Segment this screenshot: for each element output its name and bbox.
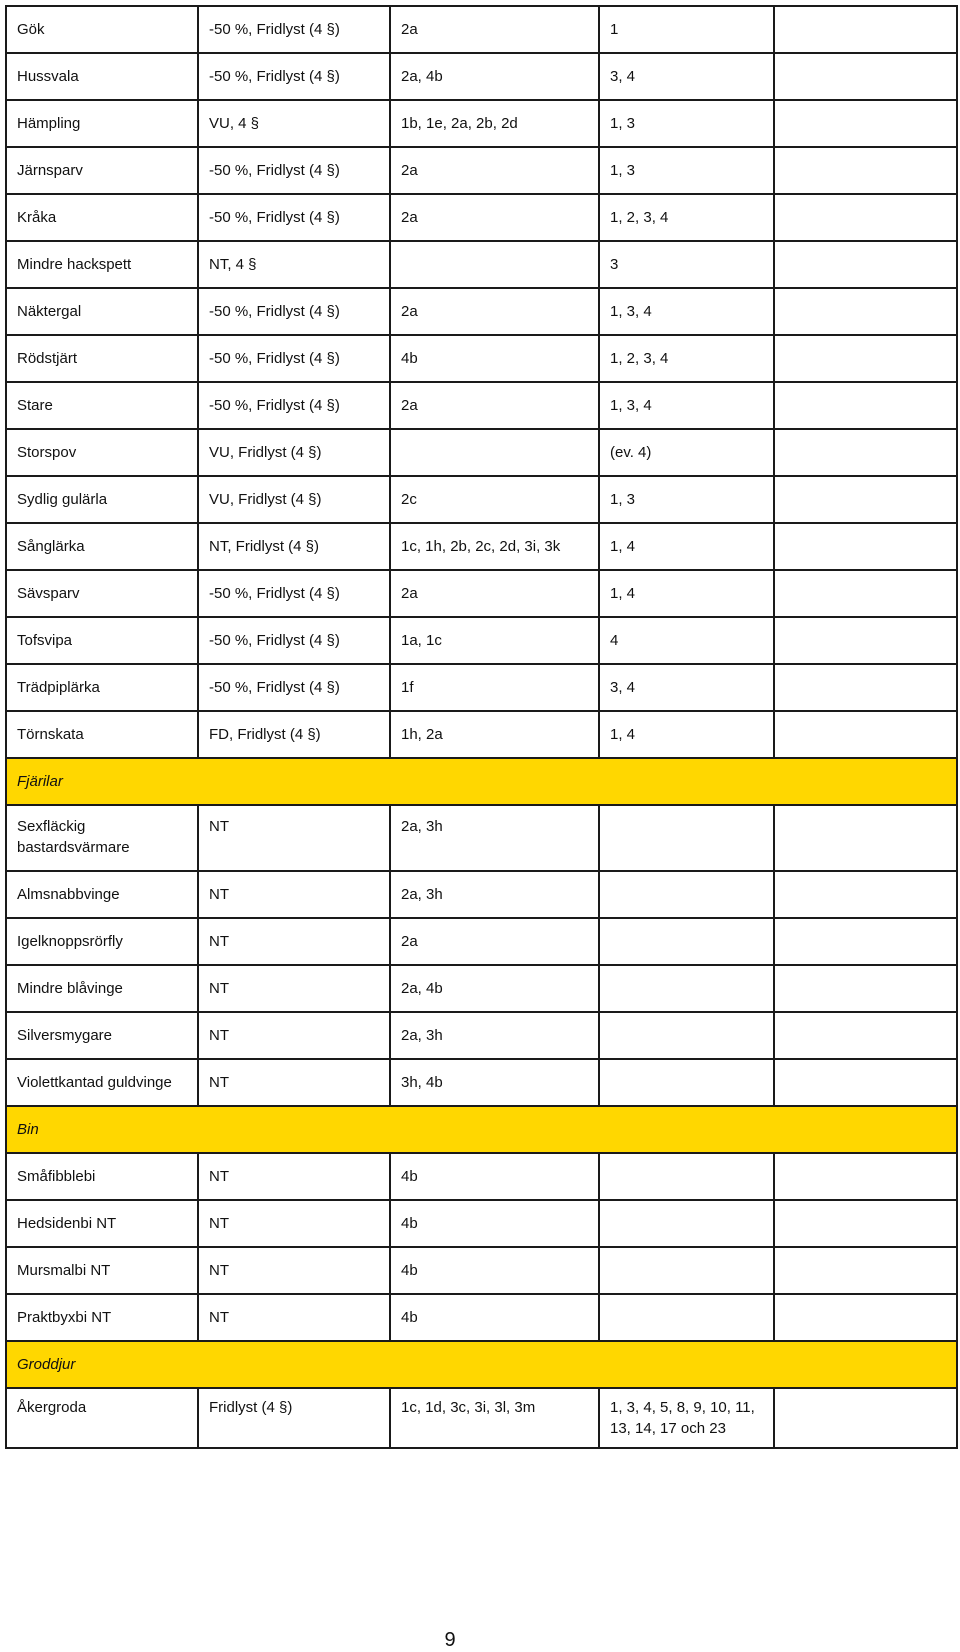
species-table xyxy=(5,5,958,1449)
status-cell: NT xyxy=(198,871,390,918)
species-name: Sexfläckig bastardsvärmare xyxy=(6,805,198,871)
table-row xyxy=(6,1200,957,1247)
area-cell: 1, 2, 3, 4 xyxy=(599,194,774,241)
measure-cell: 2a, 4b xyxy=(390,965,599,1012)
empty-cell xyxy=(774,1247,957,1294)
species-name: Tofsvipa xyxy=(6,617,198,664)
status-cell: NT, 4 § xyxy=(198,241,390,288)
area-cell: 1, 3 xyxy=(599,147,774,194)
table-row xyxy=(6,805,957,871)
empty-cell xyxy=(774,335,957,382)
area-cell: 1, 4 xyxy=(599,523,774,570)
status-cell: VU, 4 § xyxy=(198,100,390,147)
area-cell: 1, 4 xyxy=(599,570,774,617)
area-cell: 3, 4 xyxy=(599,53,774,100)
status-cell: NT xyxy=(198,1294,390,1341)
measure-cell: 2a xyxy=(390,194,599,241)
table-row xyxy=(6,147,957,194)
area-cell: 1, 2, 3, 4 xyxy=(599,335,774,382)
measure-cell: 2a, 3h xyxy=(390,1012,599,1059)
area-cell: (ev. 4) xyxy=(599,429,774,476)
table-row xyxy=(6,194,957,241)
species-name: Mindre blåvinge xyxy=(6,965,198,1012)
section-header-bees xyxy=(6,1106,957,1153)
measure-cell: 2a xyxy=(390,570,599,617)
empty-cell xyxy=(774,664,957,711)
species-name: Storspov xyxy=(6,429,198,476)
measure-cell: 2a, 3h xyxy=(390,805,599,871)
area-cell xyxy=(599,1247,774,1294)
area-cell: 1, 3 xyxy=(599,476,774,523)
species-name: Småfibblebi xyxy=(6,1153,198,1200)
status-cell: NT xyxy=(198,1153,390,1200)
empty-cell xyxy=(774,1388,957,1448)
species-name: Gök xyxy=(6,6,198,53)
measure-cell: 1c, 1d, 3c, 3i, 3l, 3m xyxy=(390,1388,599,1448)
status-cell: NT xyxy=(198,1059,390,1106)
table-row xyxy=(6,617,957,664)
status-cell: -50 %, Fridlyst (4 §) xyxy=(198,53,390,100)
table-row xyxy=(6,6,957,53)
empty-cell xyxy=(774,6,957,53)
empty-cell xyxy=(774,241,957,288)
table-row xyxy=(6,918,957,965)
area-cell: 1, 4 xyxy=(599,711,774,758)
measure-cell: 1b, 1e, 2a, 2b, 2d xyxy=(390,100,599,147)
section-title: Bin xyxy=(6,1106,957,1153)
status-cell: -50 %, Fridlyst (4 §) xyxy=(198,335,390,382)
status-cell: Fridlyst (4 §) xyxy=(198,1388,390,1448)
measure-cell: 4b xyxy=(390,1247,599,1294)
area-cell xyxy=(599,1294,774,1341)
empty-cell xyxy=(774,194,957,241)
species-name: Hussvala xyxy=(6,53,198,100)
species-name: Kråka xyxy=(6,194,198,241)
empty-cell xyxy=(774,570,957,617)
table-row xyxy=(6,711,957,758)
table-row xyxy=(6,1294,957,1341)
measure-cell: 4b xyxy=(390,1294,599,1341)
status-cell: NT xyxy=(198,1200,390,1247)
empty-cell xyxy=(774,805,957,871)
status-cell: NT xyxy=(198,918,390,965)
measure-cell: 2a xyxy=(390,288,599,335)
empty-cell xyxy=(774,523,957,570)
species-name: Järnsparv xyxy=(6,147,198,194)
area-cell: 1, 3, 4 xyxy=(599,288,774,335)
area-cell xyxy=(599,1059,774,1106)
section-title: Fjärilar xyxy=(6,758,957,805)
empty-cell xyxy=(774,1200,957,1247)
table-row xyxy=(6,664,957,711)
species-name: Stare xyxy=(6,382,198,429)
status-cell: NT xyxy=(198,1247,390,1294)
status-cell: NT xyxy=(198,1012,390,1059)
area-cell xyxy=(599,918,774,965)
measure-cell: 4b xyxy=(390,1153,599,1200)
measure-cell: 2a xyxy=(390,147,599,194)
section-header-amphibians xyxy=(6,1341,957,1388)
species-name: Mindre hackspett xyxy=(6,241,198,288)
empty-cell xyxy=(774,711,957,758)
status-cell: FD, Fridlyst (4 §) xyxy=(198,711,390,758)
area-cell: 1, 3, 4, 5, 8, 9, 10, 11, 13, 14, 17 och 23 xyxy=(599,1388,774,1448)
area-cell xyxy=(599,1012,774,1059)
table-row xyxy=(6,241,957,288)
empty-cell xyxy=(774,1153,957,1200)
status-cell: -50 %, Fridlyst (4 §) xyxy=(198,617,390,664)
table-row xyxy=(6,871,957,918)
table-row xyxy=(6,476,957,523)
status-cell: NT, Fridlyst (4 §) xyxy=(198,523,390,570)
species-name: Sävsparv xyxy=(6,570,198,617)
species-name: Åkergroda xyxy=(6,1388,198,1448)
measure-cell: 1a, 1c xyxy=(390,617,599,664)
measure-cell: 4b xyxy=(390,335,599,382)
species-name: Hämpling xyxy=(6,100,198,147)
measure-cell xyxy=(390,429,599,476)
measure-cell: 2c xyxy=(390,476,599,523)
measure-cell: 1h, 2a xyxy=(390,711,599,758)
measure-cell: 3h, 4b xyxy=(390,1059,599,1106)
measure-cell: 2a, 4b xyxy=(390,53,599,100)
status-cell: VU, Fridlyst (4 §) xyxy=(198,429,390,476)
species-name: Almsnabbvinge xyxy=(6,871,198,918)
status-cell: -50 %, Fridlyst (4 §) xyxy=(198,194,390,241)
measure-cell: 2a xyxy=(390,918,599,965)
area-cell xyxy=(599,871,774,918)
area-cell xyxy=(599,1200,774,1247)
species-name: Rödstjärt xyxy=(6,335,198,382)
status-cell: -50 %, Fridlyst (4 §) xyxy=(198,382,390,429)
table-row xyxy=(6,523,957,570)
table-row xyxy=(6,1388,957,1448)
status-cell: -50 %, Fridlyst (4 §) xyxy=(198,288,390,335)
table-row xyxy=(6,335,957,382)
species-name: Violettkantad guldvinge xyxy=(6,1059,198,1106)
area-cell xyxy=(599,805,774,871)
measure-cell: 2a xyxy=(390,382,599,429)
area-cell: 3, 4 xyxy=(599,664,774,711)
measure-cell: 2a, 3h xyxy=(390,871,599,918)
table-row xyxy=(6,1012,957,1059)
table-row xyxy=(6,1153,957,1200)
table-row xyxy=(6,965,957,1012)
table-row xyxy=(6,429,957,476)
section-header-butterflies xyxy=(6,758,957,805)
status-cell: VU, Fridlyst (4 §) xyxy=(198,476,390,523)
table-row xyxy=(6,288,957,335)
species-name: Näktergal xyxy=(6,288,198,335)
empty-cell xyxy=(774,617,957,664)
empty-cell xyxy=(774,871,957,918)
species-name: Sydlig gulärla xyxy=(6,476,198,523)
empty-cell xyxy=(774,53,957,100)
species-name: Sånglärka xyxy=(6,523,198,570)
table-row xyxy=(6,570,957,617)
table-row xyxy=(6,53,957,100)
status-cell: NT xyxy=(198,805,390,871)
empty-cell xyxy=(774,476,957,523)
table-row xyxy=(6,1059,957,1106)
species-name: Trädpiplärka xyxy=(6,664,198,711)
table-row xyxy=(6,382,957,429)
page-number: 9 xyxy=(444,1629,456,1651)
area-cell: 4 xyxy=(599,617,774,664)
species-name: Törnskata xyxy=(6,711,198,758)
status-cell: -50 %, Fridlyst (4 §) xyxy=(198,147,390,194)
status-cell: -50 %, Fridlyst (4 §) xyxy=(198,570,390,617)
empty-cell xyxy=(774,429,957,476)
empty-cell xyxy=(774,1294,957,1341)
species-name: Mursmalbi NT xyxy=(6,1247,198,1294)
species-name: Hedsidenbi NT xyxy=(6,1200,198,1247)
empty-cell xyxy=(774,382,957,429)
area-cell: 1 xyxy=(599,6,774,53)
empty-cell xyxy=(774,965,957,1012)
measure-cell xyxy=(390,241,599,288)
status-cell: -50 %, Fridlyst (4 §) xyxy=(198,664,390,711)
area-cell xyxy=(599,965,774,1012)
empty-cell xyxy=(774,1059,957,1106)
table-row xyxy=(6,100,957,147)
area-cell: 1, 3 xyxy=(599,100,774,147)
measure-cell: 1f xyxy=(390,664,599,711)
table-row xyxy=(6,1247,957,1294)
status-cell: -50 %, Fridlyst (4 §) xyxy=(198,6,390,53)
species-name: Silversmygare xyxy=(6,1012,198,1059)
measure-cell: 2a xyxy=(390,6,599,53)
empty-cell xyxy=(774,288,957,335)
empty-cell xyxy=(774,1012,957,1059)
measure-cell: 4b xyxy=(390,1200,599,1247)
empty-cell xyxy=(774,147,957,194)
empty-cell xyxy=(774,100,957,147)
species-table-body xyxy=(6,6,957,1448)
status-cell: NT xyxy=(198,965,390,1012)
measure-cell: 1c, 1h, 2b, 2c, 2d, 3i, 3k xyxy=(390,523,599,570)
species-name: Praktbyxbi NT xyxy=(6,1294,198,1341)
species-name: Igelknoppsrörfly xyxy=(6,918,198,965)
section-title: Groddjur xyxy=(6,1341,957,1388)
empty-cell xyxy=(774,918,957,965)
area-cell: 1, 3, 4 xyxy=(599,382,774,429)
area-cell xyxy=(599,1153,774,1200)
area-cell: 3 xyxy=(599,241,774,288)
